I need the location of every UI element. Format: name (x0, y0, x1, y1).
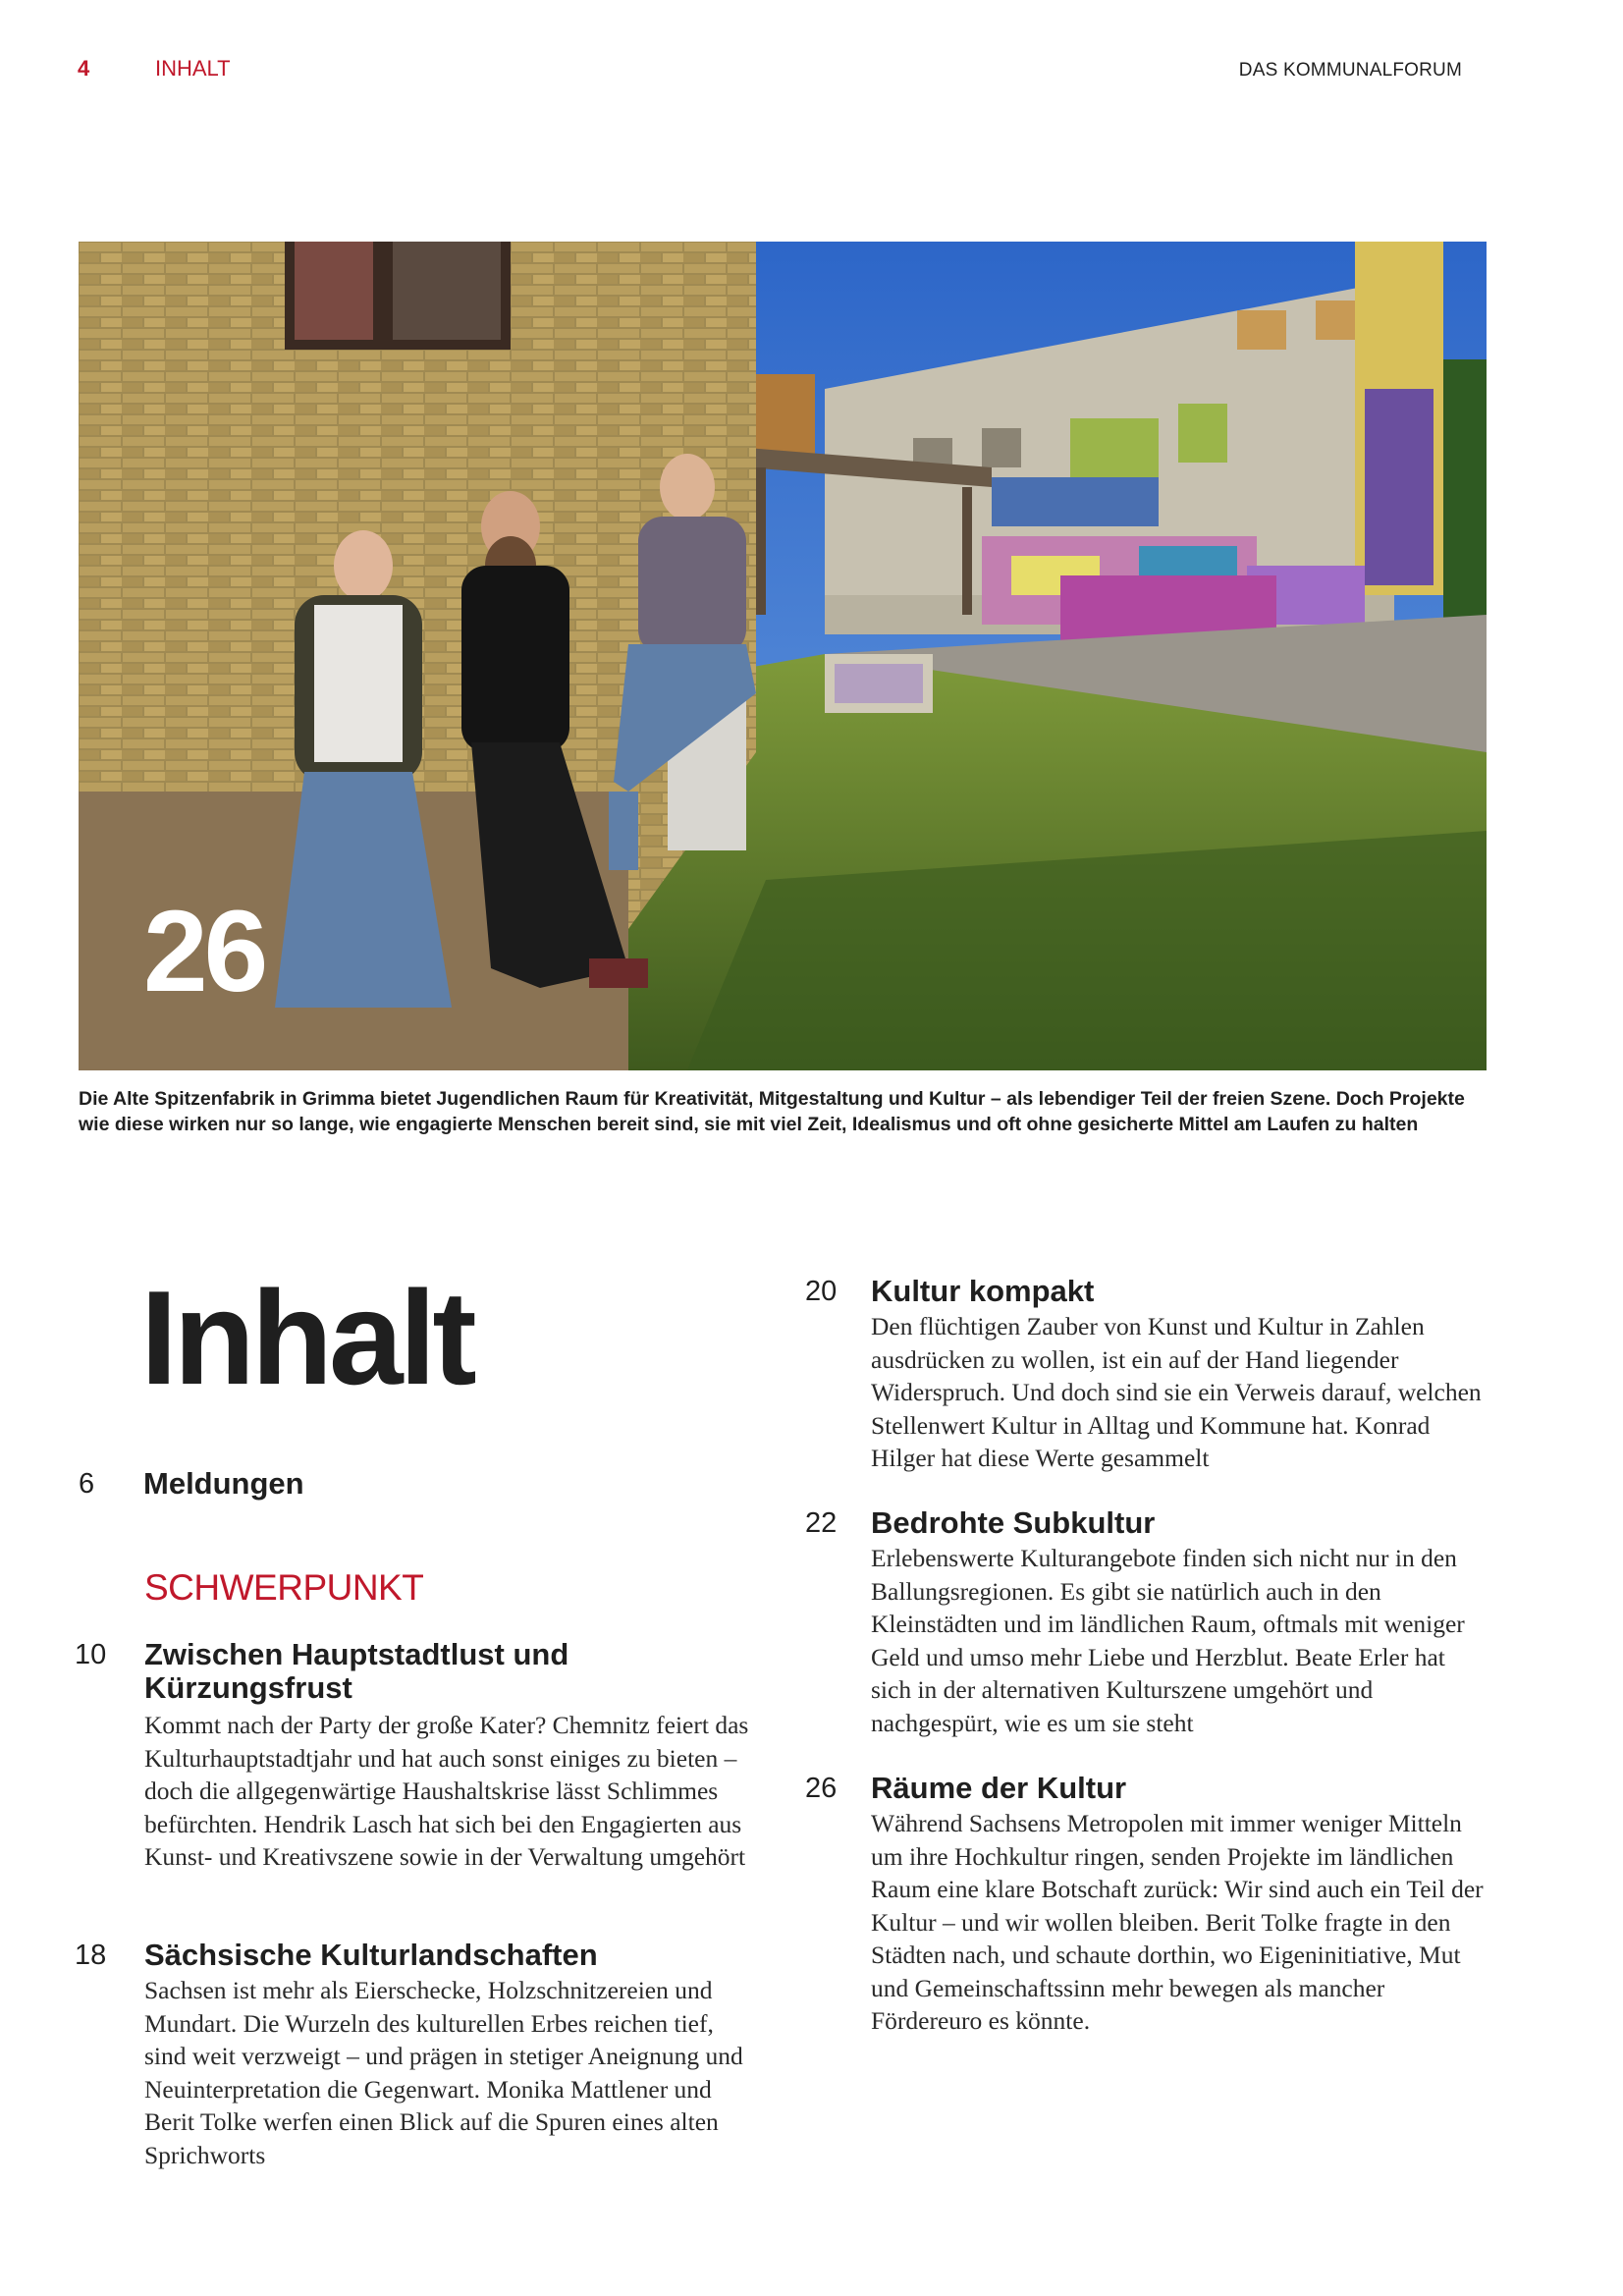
toc-title: Inhalt (140, 1263, 473, 1412)
photo-illustration (79, 242, 1487, 1070)
photo-page-reference: 26 (143, 887, 265, 1016)
toc-entry-title: Sächsische Kulturlandschaften (144, 1938, 598, 1972)
toc-entry-title: Bedrohte Subkultur (871, 1505, 1156, 1540)
photo-caption: Die Alte Spitzenfabrik in Grimma bietet Jugendlichen Raum für Kreativität, Mitgestaltung und Kultur – als lebendiger Teil der freien Szene. Doch Projekte wie diese wirken nur so lange, wie engagierte Menschen bereit sind, sie mit viel Zeit, Idealismus und oft ohne gesicherte Mittel am Laufen zu halten (79, 1088, 1465, 1135)
page-number: 4 (78, 56, 90, 81)
toc-entry-title: Zwischen Hauptstadtlust und Kürzungsfrust (144, 1637, 569, 1705)
toc-entry-text: Erlebenswerte Kulturangebote finden sich nicht nur in den Ballungsregionen. Es gibt sie natürlich auch in den Kleinstädten und im ländlichen Raum, oftmals mit weniger Geld und umso mehr Liebe und Herzblut. Beate Erler hat sich in der alternativen Kulturszene umgehört und nachgespürt, wie es um sie steht (871, 1544, 1465, 1737)
magazine-name: DAS KOMMUNALFORUM (1238, 60, 1462, 81)
toc-entry-text: Kommt nach der Party der große Kater? Chemnitz feiert das Kulturhauptstadtjahr und hat auch sonst einiges zu bieten – doch die allgegenwärtige Haushaltskrise lässt Schlimmes befürchten. Hendrik Lasch hat sich bei den Engagierten aus Kunst- und Kreativszene sowie in der Verwaltung umgehört (144, 1711, 749, 1871)
toc-entry-page: 6 (79, 1468, 95, 1500)
section-label-header: INHALT (155, 56, 231, 81)
toc-entry-text: Den flüchtigen Zauber von Kunst und Kultur in Zahlen ausdrücken zu wollen, ist ein auf der Hand liegender Widerspruch. Und doch sind sie ein Verweis darauf, welchen Stellenwert Kultur in Alltag und Kommune hat. Konrad Hilger hat diese Werte gesammelt (871, 1312, 1482, 1472)
toc-entry-title: Räume der Kultur (871, 1771, 1127, 1805)
section-label-schwerpunkt: SCHWERPUNKT (144, 1567, 424, 1608)
toc-entry-page: 18 (75, 1940, 107, 1971)
toc-entry-title: Meldungen (143, 1466, 304, 1501)
toc-entry-page: 20 (805, 1276, 838, 1307)
toc-entry-text: Während Sachsens Metropolen mit immer weniger Mitteln um ihre Hochkultur ringen, senden Projekte im ländlichen Raum eine klare Botschaft zurück: Wir sind auch ein Teil der Kultur – und wir wollen bleiben. Berit Tolke fragte in den Städten nach, und schaute dorthin, wo Eigeninitiative, Mut und Gemeinschaftssinn mehr bewegen als mancher Fördereuro es könnte. (871, 1809, 1484, 2035)
feature-photo (79, 242, 1487, 1070)
toc-entry-text: Sachsen ist mehr als Eierschecke, Holzschnitzereien und Mundart. Die Wurzeln des kulturellen Erbes reichen tief, sind weit verzweigt – und prägen in stetiger Aneignung und Neuinterpretation die Gegenwart. Monika Mattlener und Berit Tolke werfen einen Blick auf die Spuren eines alten Sprichworts (144, 1976, 743, 2169)
toc-entry-title: Kultur kompakt (871, 1274, 1095, 1308)
toc-entry-page: 10 (75, 1639, 107, 1670)
toc-entry-page: 26 (805, 1773, 838, 1804)
toc-entry-page: 22 (805, 1507, 838, 1539)
